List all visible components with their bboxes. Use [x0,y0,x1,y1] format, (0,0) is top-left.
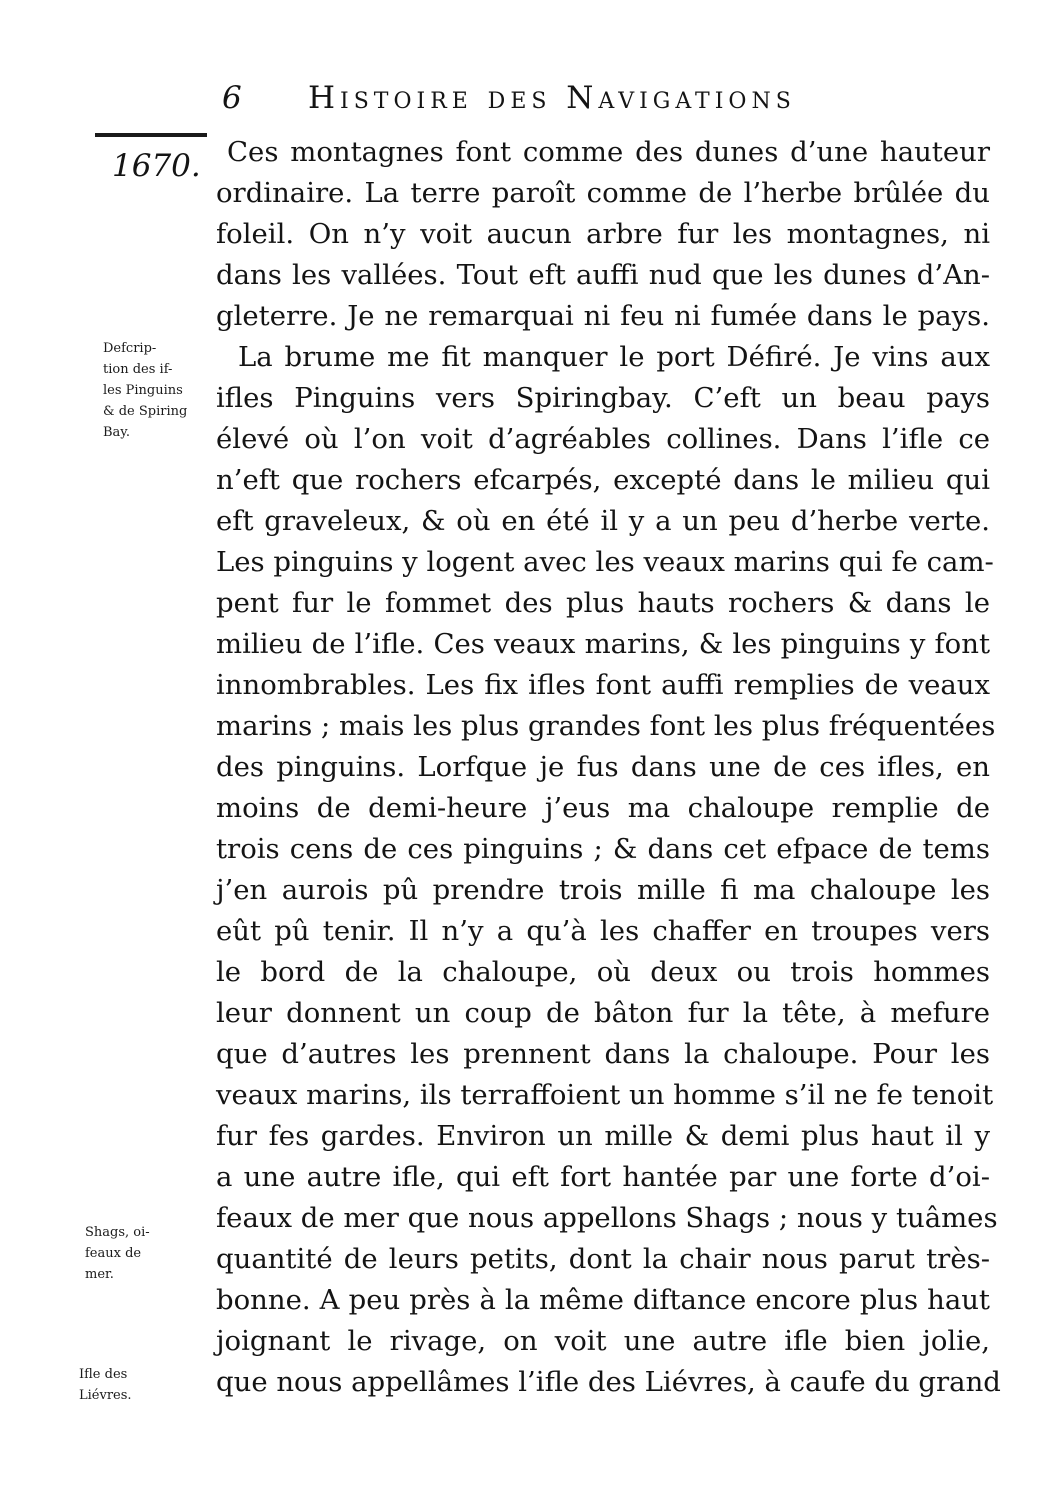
margin-note-shags [85,1222,150,1285]
text-line: trois cens de ces pinguins ; & dans cet efpace de tems [216,833,990,865]
text-line: milieu de l’ifle. Ces veaux marins, & les pinguins y font [216,628,990,660]
text-line: eût pû tenir. Il n’y a qu’à les chaffer en troupes vers [216,915,990,947]
body-text [200,132,1001,1403]
text-line: dans les vallées. Tout eft auffi nud que les dunes d’An- [216,259,990,291]
year-marker: 1670. [112,148,201,184]
text-line: que nous appellâmes l’ifle des Liévres, à caufe du grand [216,1366,1001,1398]
text-line: Les pinguins y logent avec les veaux marins qui fe cam- [216,546,994,578]
margin-note-line: & de Spiring [103,404,188,419]
margin-note-line: tion des if- [103,362,173,377]
text-line: a une autre ifle, qui eft fort hantée par une forte d’oi- [216,1161,990,1193]
text-line: joignant le rivage, on voit une autre ifle bien jolie, [216,1325,990,1357]
text-line: pent fur le fommet des plus hauts rochers & dans le [216,587,990,619]
text-line: fur fes gardes. Environ un mille & demi plus haut il y [216,1120,990,1152]
page-number: 6 [222,80,247,116]
text-line: foleil. On n’y voit aucun arbre fur les montagnes, ni [216,218,990,250]
text-line: bonne. A peu près à la même diftance encore plus haut [216,1284,990,1316]
text-line: ifles Pinguins vers Spiringbay. C’eft un beau pays [216,382,990,414]
text-line: élevé où l’on voit d’agréables collines. Dans l’ifle ce [216,423,990,455]
text-line: gleterre. Je ne remarquai ni feu ni fumée dans le pays. [216,300,990,332]
text-line: des pinguins. Lorfque je fus dans une de ces ifles, en [216,751,990,783]
margin-note-line: mer. [85,1267,114,1282]
text-line: eft graveleux, & où en été il y a un peu d’herbe verte. [216,505,990,537]
text-line: Ces montagnes font comme des dunes d’une hauteur [227,136,990,168]
margin-note-line: Ifle des [79,1367,128,1382]
text-line: marins ; mais les plus grandes font les plus fréquentées [216,710,996,742]
text-line: le bord de la chaloupe, où deux ou trois hommes [216,956,990,988]
text-line: j’en aurois pû prendre trois mille fi ma chaloupe les [216,874,990,906]
margin-note-description [103,338,187,443]
text-line: n’eft que rochers efcarpés, excepté dans le milieu qui [216,464,990,496]
margin-note-line: Defcrip- [103,341,157,356]
margin-note-isle-of-hares [79,1364,132,1406]
margin-rule [95,133,207,137]
running-title: Histoire des Navigations [308,80,796,116]
text-line: innombrables. Les fix ifles font auffi remplies de veaux [216,669,990,701]
margin-note-line: les Pinguins [103,383,183,398]
margin-note-line: Shags, oi- [85,1225,150,1240]
margin-note-line: feaux de [85,1246,142,1261]
text-line: feaux de mer que nous appellons Shags ; nous y tuâmes [216,1202,998,1234]
text-line: veaux marins, ils terraffoient un homme s’il ne fe tenoit [216,1079,994,1111]
text-line: ordinaire. La terre paroît comme de l’herbe brûlée du [216,177,990,209]
text-line: moins de demi-heure j’eus ma chaloupe remplie de [216,792,990,824]
margin-note-line: Bay. [103,425,131,440]
text-line: leur donnent un coup de bâton fur la tête, à mefure [216,997,990,1029]
text-line: que d’autres les prennent dans la chaloupe. Pour les [216,1038,990,1070]
text-line: La brume me fit manquer le port Défiré. Je vins aux [238,341,990,373]
text-line: quantité de leurs petits, dont la chair nous parut très- [216,1243,990,1275]
running-header [222,80,992,120]
margin-note-line: Liévres. [79,1388,132,1403]
